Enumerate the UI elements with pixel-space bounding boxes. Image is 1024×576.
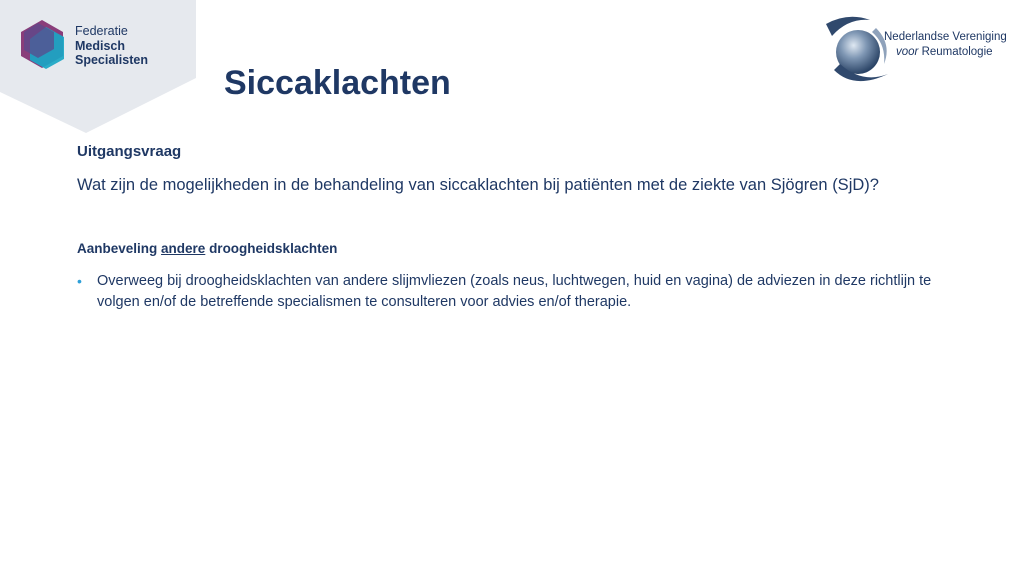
heading-part-underlined: andere <box>161 241 206 256</box>
fms-logo-text <box>75 24 148 68</box>
list-item <box>77 271 937 313</box>
nvr-logo-text <box>884 30 1007 60</box>
nvr-logo-line2 <box>884 45 1007 60</box>
fms-hexagon-icon <box>18 19 66 69</box>
recommendation-list <box>77 271 937 313</box>
fms-logo-line3: Specialisten <box>75 53 148 67</box>
recommendation-text: Overweeg bij droogheidsklachten van andere slijmvliezen (zoals neus, luchtwegen, huid en vagina) de adviezen in deze richtlijn te volgen en/of de betreffende specialismen te consulteren voor advies en/of therapie. <box>97 273 932 310</box>
bullet-icon: • <box>77 273 82 289</box>
nvr-logo-line2-rest: Reumatologie <box>918 46 993 58</box>
heading-part-pre: Aanbeveling <box>77 241 162 256</box>
section-heading-aanbeveling <box>77 241 337 256</box>
fms-logo-line2: Medisch <box>75 38 126 53</box>
nvr-logo <box>818 14 1014 88</box>
slide-title: Siccaklachten <box>224 64 451 102</box>
question-text: Wat zijn de mogelijkheden in de behandeling van siccaklachten bij patiënten met de ziekte van Sjögren (SjD)? <box>77 176 879 194</box>
heading-part-post: droogheidsklachten <box>205 241 338 256</box>
fms-logo-line1: Federatie <box>75 24 128 38</box>
nvr-logo-line2-italic: voor <box>896 46 919 58</box>
section-heading-uitgangsvraag: Uitgangsvraag <box>77 143 182 160</box>
nvr-logo-line1: Nederlandse Vereniging <box>884 31 1007 43</box>
fms-logo <box>18 19 158 71</box>
